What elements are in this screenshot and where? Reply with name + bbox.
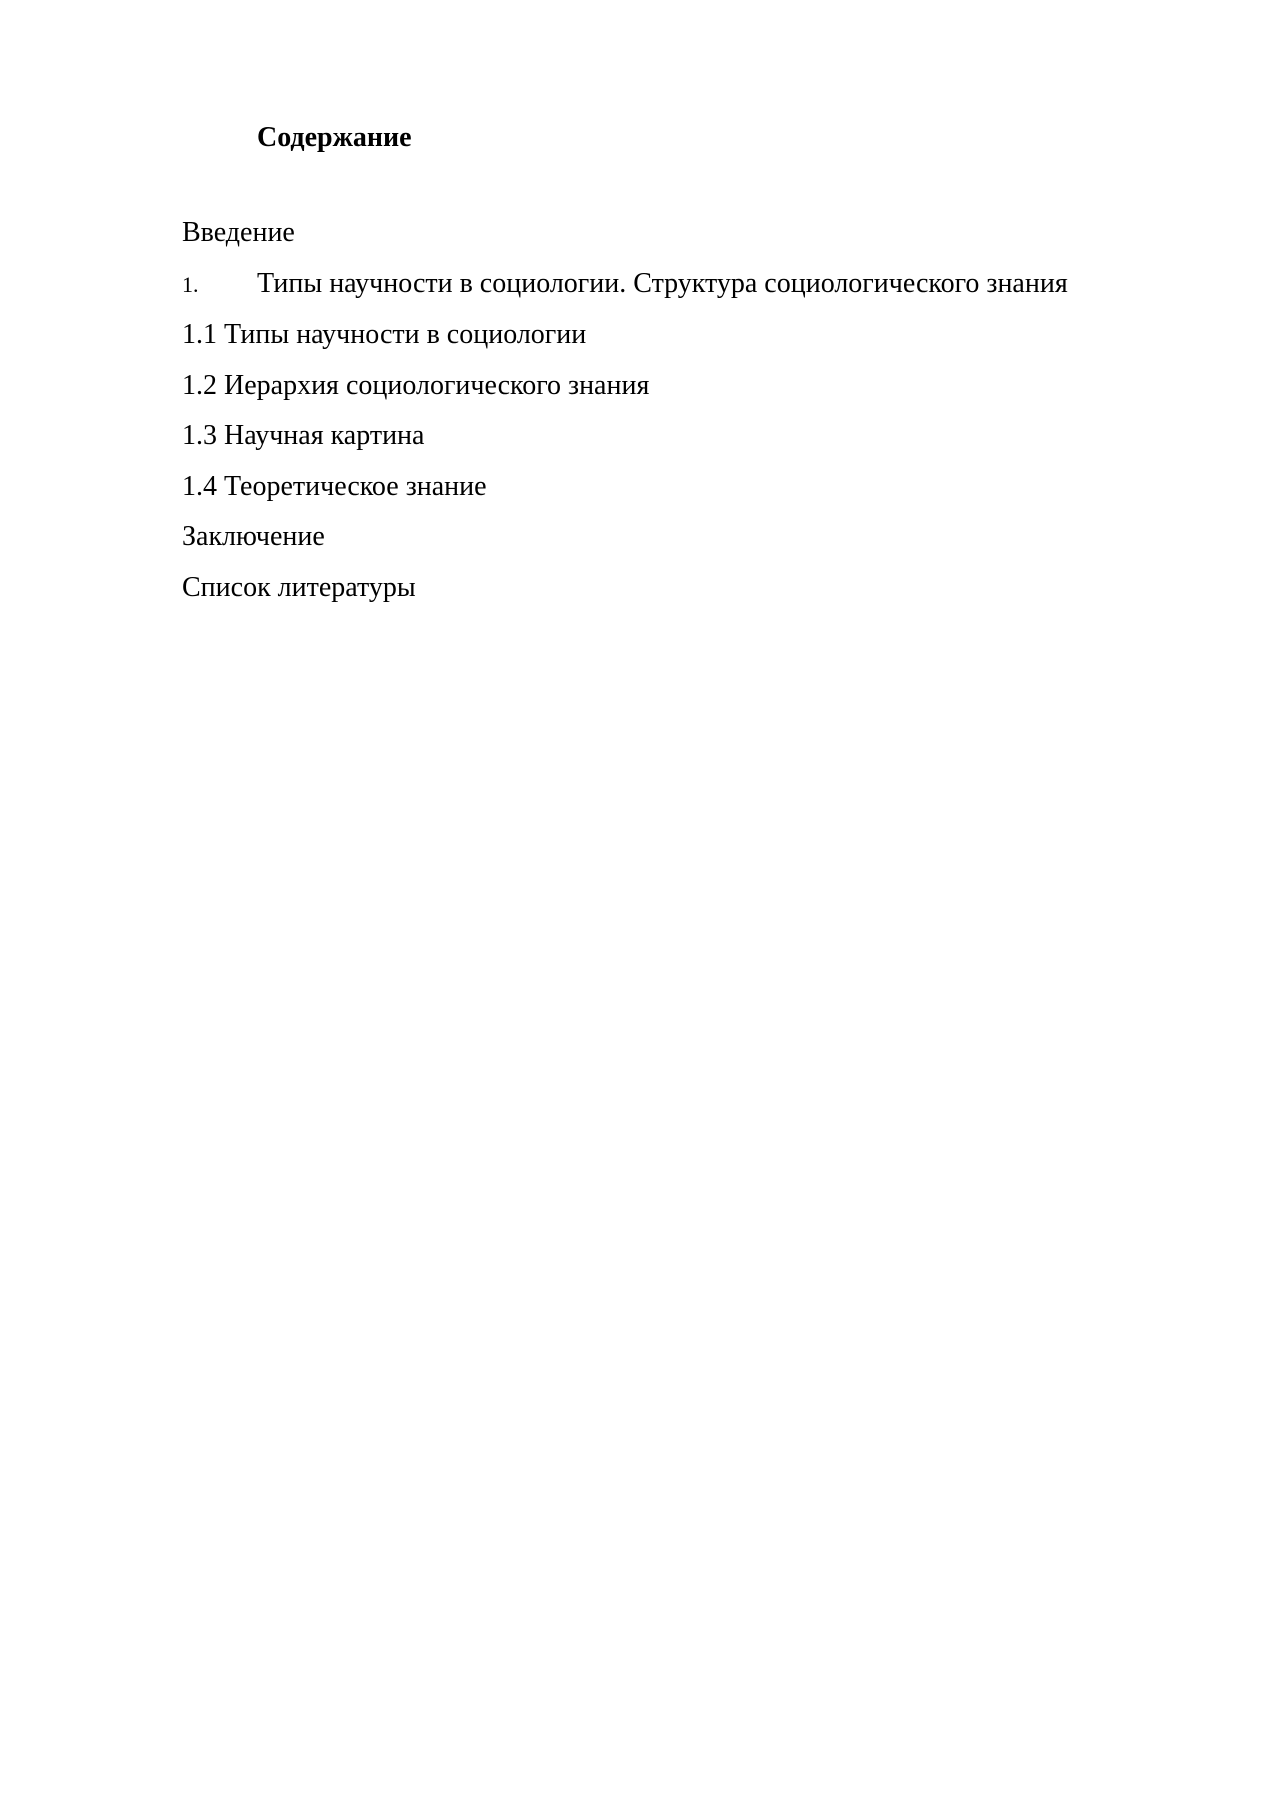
toc-list xyxy=(182,208,1182,613)
toc-item-label: Список литературы xyxy=(182,571,416,603)
toc-item-label: Введение xyxy=(182,217,295,248)
toc-item-label: 1.4 Теоретическое знание xyxy=(182,470,487,502)
toc-item-introduction xyxy=(182,208,1182,259)
toc-item-section-1-4 xyxy=(182,462,1182,513)
toc-title: Содержание xyxy=(257,122,412,153)
toc-item-section-1-1 xyxy=(182,310,1182,361)
toc-item-section-1-2 xyxy=(182,361,1182,412)
toc-item-conclusion xyxy=(182,512,1182,563)
toc-item-label: Заключение xyxy=(182,521,325,552)
toc-item-section-1-3 xyxy=(182,411,1182,462)
toc-item-references xyxy=(182,563,1182,614)
toc-item-number: 1. xyxy=(182,271,199,297)
toc-item-chapter-1 xyxy=(182,259,1182,311)
toc-item-label: 1.1 Типы научности в социологии xyxy=(182,319,587,350)
toc-item-label: 1.2 Иерархия социологического знания xyxy=(182,369,650,401)
toc-item-label: Типы научности в социологии. Структура социологического знания xyxy=(257,267,1068,299)
toc-item-label: 1.3 Научная картина xyxy=(182,420,425,451)
